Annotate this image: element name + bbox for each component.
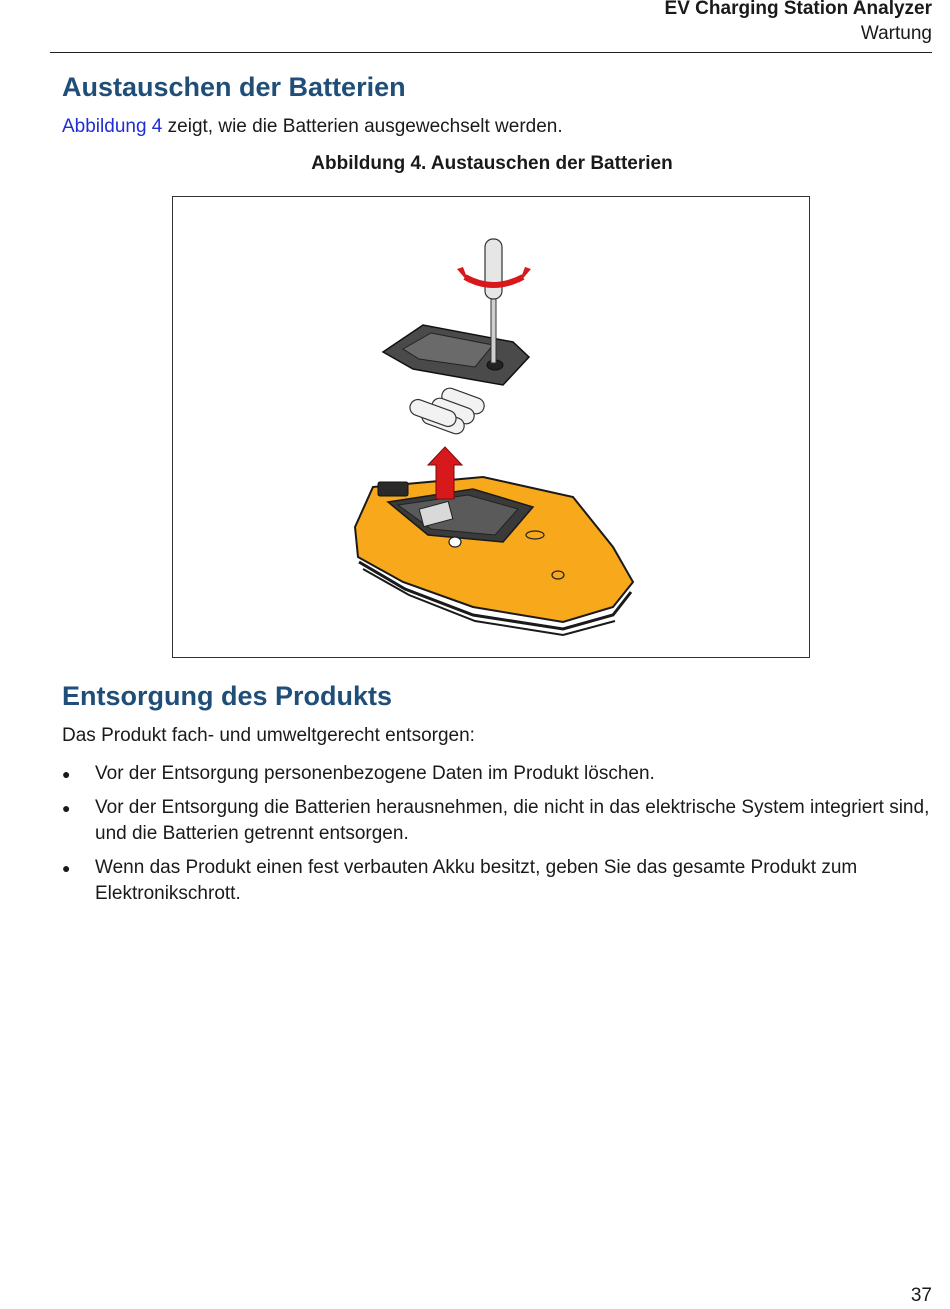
list-item: Vor der Entsorgung die Batterien herausnehmen, die nicht in das elektrische System integriert sind, und die Batterien getrennt entsorgen. [95,797,930,844]
disposal-intro: Das Produkt fach- und umweltgerecht entsorgen: [62,725,475,746]
section-heading-battery: Austauschen der Batterien [62,72,406,102]
header-divider [50,52,932,53]
figure-caption: Abbildung 4. Austauschen der Batterien [311,153,673,174]
battery-intro [62,114,563,140]
bullet-marker: ● [62,860,71,876]
figure-link[interactable]: Abbildung 4 [62,116,163,137]
bullet-marker: ● [62,766,71,782]
header-subtitle: Wartung [860,23,932,44]
battery-intro-text: zeigt, wie die Batterien ausgewechselt werden. [162,116,563,137]
list-item: Vor der Entsorgung personenbezogene Daten im Produkt löschen. [95,763,655,784]
page-number: 37 [910,1285,932,1306]
battery-replacement-illustration [173,197,809,657]
bullet-marker: ● [62,800,71,816]
section-heading-disposal: Entsorgung des Produkts [62,681,393,711]
list-item: Wenn das Produkt einen fest verbauten Akku besitzt, geben Sie das gesamte Produkt zum Elektronikschrott. [95,857,858,904]
header-title: EV Charging Station Analyzer [664,0,932,19]
battery-replacement-figure [172,196,810,658]
